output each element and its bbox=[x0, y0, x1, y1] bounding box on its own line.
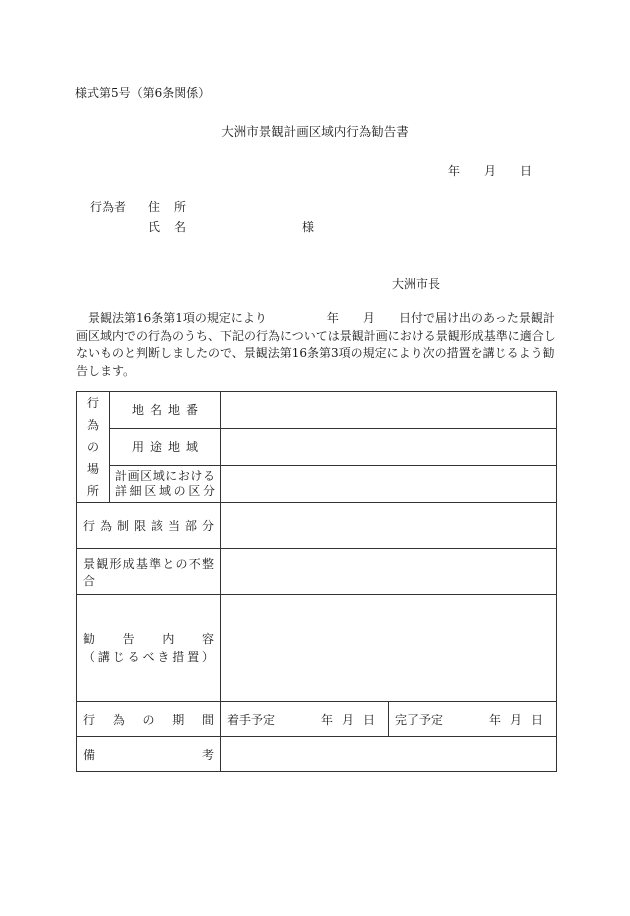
period-start-cell[interactable] bbox=[221, 702, 389, 737]
body-month: 月 bbox=[362, 311, 375, 325]
table-row bbox=[77, 549, 557, 595]
date-day: 日 bbox=[520, 164, 533, 178]
value-detail-zone[interactable] bbox=[221, 466, 557, 503]
body-part1: 景観法第16条第1項の規定により bbox=[88, 311, 267, 325]
label-period: 行為の期間 bbox=[77, 702, 221, 737]
period-start-day: 日 bbox=[363, 712, 376, 727]
site-group-label: 行 為 の 場 所 bbox=[77, 392, 110, 503]
period-start-label: 着手予定 bbox=[227, 712, 276, 727]
period-end-day: 日 bbox=[531, 712, 544, 727]
body-part2: 日付で届け出のあった景観計画区域内での行為のうち、下記の行為については景観計画における景観形成基準に適合しないものと判断しましたので、景観法第16条第3項の規定により次の措置を講じるよう勧告します。 bbox=[76, 311, 556, 378]
period-end-label: 完了予定 bbox=[395, 712, 444, 727]
value-lot-number[interactable] bbox=[221, 392, 557, 429]
table-row bbox=[77, 595, 557, 702]
value-land-use[interactable] bbox=[221, 428, 557, 466]
label-nonconformity: 景観形成基準との不整合 bbox=[77, 549, 221, 595]
label-land-use: 用途地域 bbox=[110, 428, 221, 466]
period-end-month: 月 bbox=[510, 712, 523, 727]
value-restricted-part[interactable] bbox=[221, 503, 557, 549]
recommendation-table bbox=[76, 391, 557, 772]
label-detail-zone: 計画区域における 詳細区域の区分 bbox=[110, 466, 221, 503]
period-start-month: 月 bbox=[342, 712, 355, 727]
date-month: 月 bbox=[484, 164, 497, 178]
label-lot-number: 地名地番 bbox=[110, 392, 221, 429]
table-row bbox=[77, 392, 557, 429]
period-end-cell[interactable] bbox=[389, 702, 557, 737]
body-paragraph bbox=[76, 310, 560, 380]
value-recommendation[interactable] bbox=[221, 595, 557, 702]
remarks-char-2: 考 bbox=[201, 747, 214, 762]
address-label: 住所 bbox=[148, 200, 201, 214]
name-label: 氏名 bbox=[148, 220, 201, 234]
label-restricted-part: 行為制限該当部分 bbox=[77, 503, 221, 549]
table-row bbox=[77, 737, 557, 772]
period-end-year: 年 bbox=[489, 712, 502, 727]
label-recommendation: 勧告内容 （講じるべき措置） bbox=[77, 595, 221, 702]
label-remarks bbox=[77, 737, 221, 772]
issue-date bbox=[448, 162, 532, 179]
actor-label: 行為者 bbox=[90, 200, 127, 214]
document-title: 大洲市景観計画区域内行為勧告書 bbox=[221, 124, 409, 139]
date-year: 年 bbox=[448, 164, 461, 178]
table-row bbox=[77, 466, 557, 503]
remarks-char-1: 備 bbox=[83, 747, 96, 762]
value-remarks[interactable] bbox=[221, 737, 557, 772]
period-start-year: 年 bbox=[321, 712, 334, 727]
value-nonconformity[interactable] bbox=[221, 549, 557, 595]
table-row bbox=[77, 702, 557, 737]
table-row bbox=[77, 503, 557, 549]
issuer: 大洲市長 bbox=[392, 277, 441, 291]
form-number: 様式第5号（第6条関係） bbox=[75, 86, 211, 100]
honorific: 様 bbox=[302, 220, 315, 234]
body-year: 年 bbox=[326, 311, 339, 325]
table-row bbox=[77, 428, 557, 466]
